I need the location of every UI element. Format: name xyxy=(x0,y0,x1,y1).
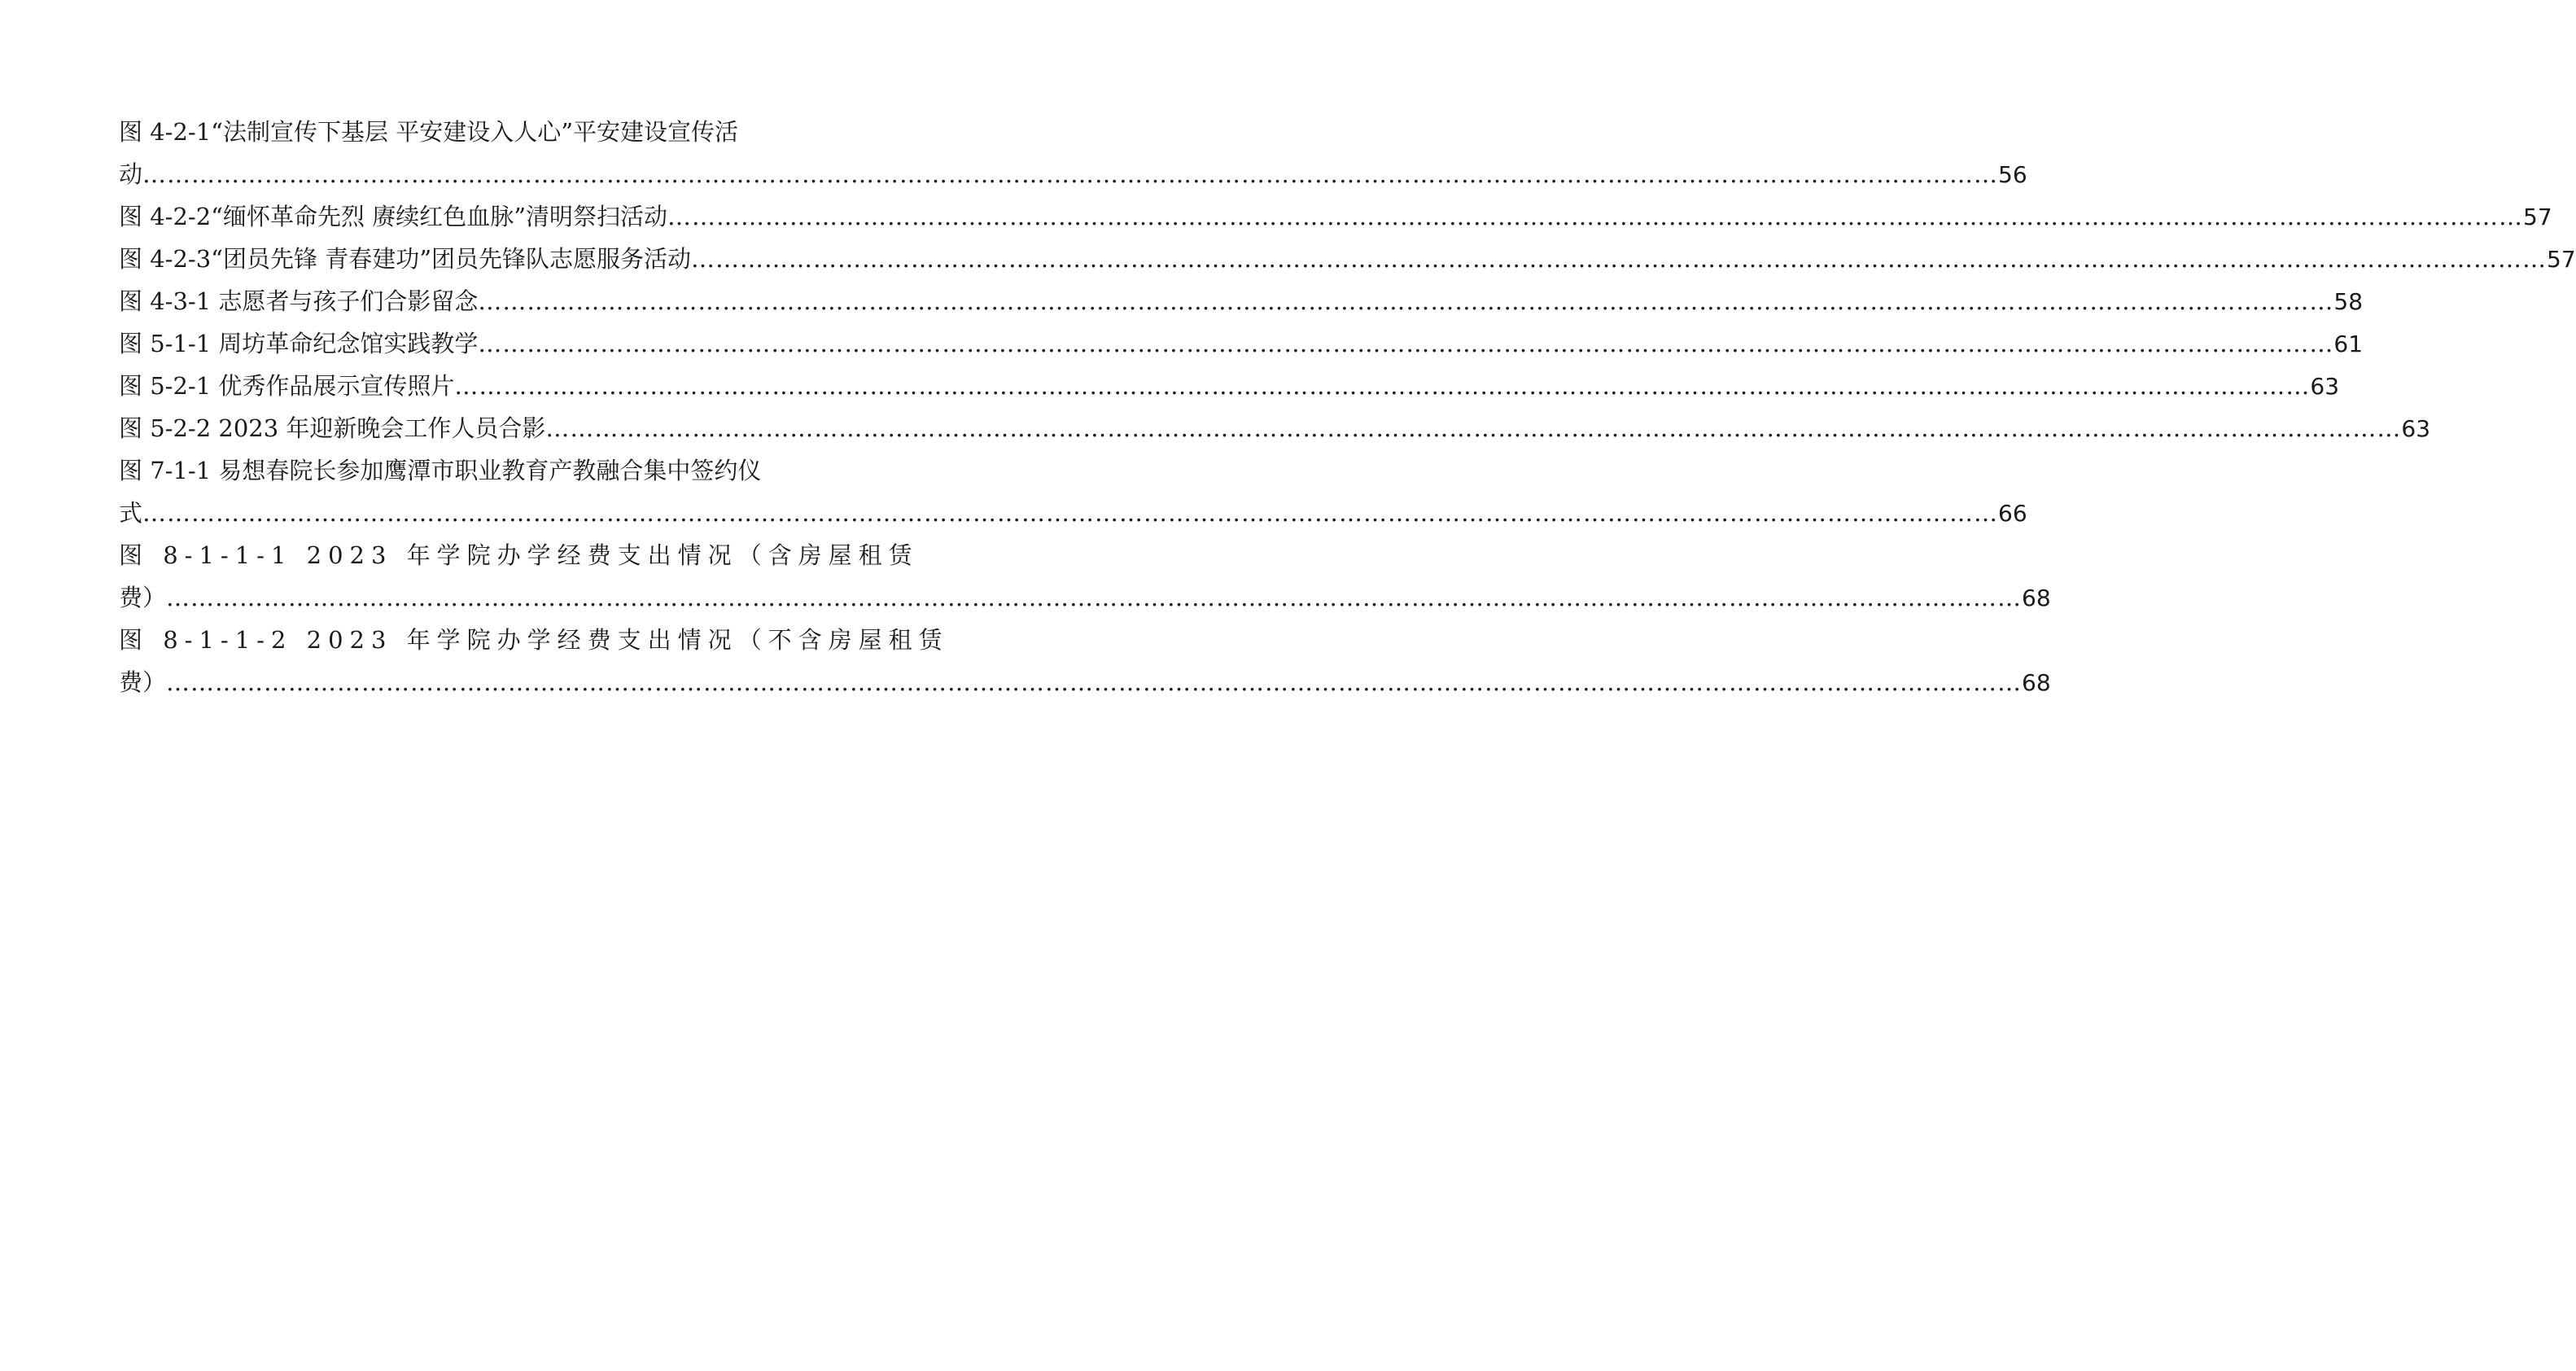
toc-page-number: 58 xyxy=(2333,288,2364,315)
toc-entry-line[interactable] xyxy=(119,534,919,576)
dot-leader xyxy=(166,661,2022,703)
toc-entry-title-cont: 费） xyxy=(119,584,167,611)
toc-entry-line[interactable] xyxy=(119,322,2364,365)
dot-leader xyxy=(545,407,2401,449)
toc-page-number: 63 xyxy=(2401,415,2431,442)
toc-page-number: 68 xyxy=(2022,585,2051,611)
dot-leader xyxy=(454,365,2310,407)
toc-entry-title-cont: 动 xyxy=(119,160,143,188)
toc-page-number: 63 xyxy=(2310,373,2340,400)
toc-entry-title: 图 4-3-1 志愿者与孩子们合影留念 xyxy=(119,287,479,315)
toc-page-number: 57 xyxy=(2523,204,2552,230)
toc-entry-line[interactable] xyxy=(119,407,2431,449)
toc-entry-line[interactable] xyxy=(119,195,2552,238)
toc-page-number: 66 xyxy=(1998,500,2027,527)
toc-entry-title: 图 8-1-1-1 2023 年学院办学经费支出情况（含房屋租赁 xyxy=(119,541,919,569)
toc-entry-title: 图 4-2-1“法制宣传下基层 平安建设入人心”平安建设宣传活 xyxy=(119,118,739,146)
toc-entry-title: 图 7-1-1 易想春院长参加鹰潭市职业教育产教融合集中签约仪 xyxy=(119,457,762,484)
toc-page-number: 68 xyxy=(2022,669,2051,696)
toc-page-number: 61 xyxy=(2333,331,2364,357)
toc-entry-title: 图 4-2-3“团员先锋 青春建功”团员先锋队志愿服务活动 xyxy=(119,245,692,273)
toc-entry-line[interactable] xyxy=(119,111,858,153)
toc-entry-title: 图 4-2-2“缅怀革命先烈 赓续红色血脉”清明祭扫活动 xyxy=(119,203,668,230)
toc-page-number: 57 xyxy=(2547,246,2576,273)
toc-entry-line[interactable] xyxy=(119,576,2051,619)
toc-entry-title-cont: 费） xyxy=(119,668,167,696)
toc-entry-title: 图 5-2-2 2023 年迎新晚会工作人员合影 xyxy=(119,414,546,442)
toc-page-number: 56 xyxy=(1998,161,2027,188)
dot-leader xyxy=(166,576,2022,619)
toc-entry-line[interactable] xyxy=(119,280,2364,322)
toc-entry-title: 图 8-1-1-2 2023 年学院办学经费支出情况（不含房屋租赁 xyxy=(119,626,949,654)
toc-entry-line[interactable] xyxy=(119,492,2027,534)
toc-entry-line[interactable] xyxy=(119,153,2027,195)
dot-leader xyxy=(142,492,1998,534)
figure-list xyxy=(119,111,2576,703)
dot-leader xyxy=(691,238,2547,280)
toc-entry-title-cont: 式 xyxy=(119,499,143,527)
toc-entry-line[interactable] xyxy=(119,449,858,492)
dot-leader xyxy=(667,195,2523,238)
toc-entry-line[interactable] xyxy=(119,619,949,661)
dot-leader xyxy=(478,280,2333,322)
toc-entry-line[interactable] xyxy=(119,238,2576,280)
dot-leader xyxy=(478,322,2333,365)
toc-entry-title: 图 5-1-1 周坊革命纪念馆实践教学 xyxy=(119,330,479,357)
dot-leader xyxy=(142,153,1998,195)
toc-entry-title: 图 5-2-1 优秀作品展示宣传照片 xyxy=(119,372,455,400)
toc-entry-line[interactable] xyxy=(119,365,2340,407)
toc-entry-line[interactable] xyxy=(119,661,2051,703)
